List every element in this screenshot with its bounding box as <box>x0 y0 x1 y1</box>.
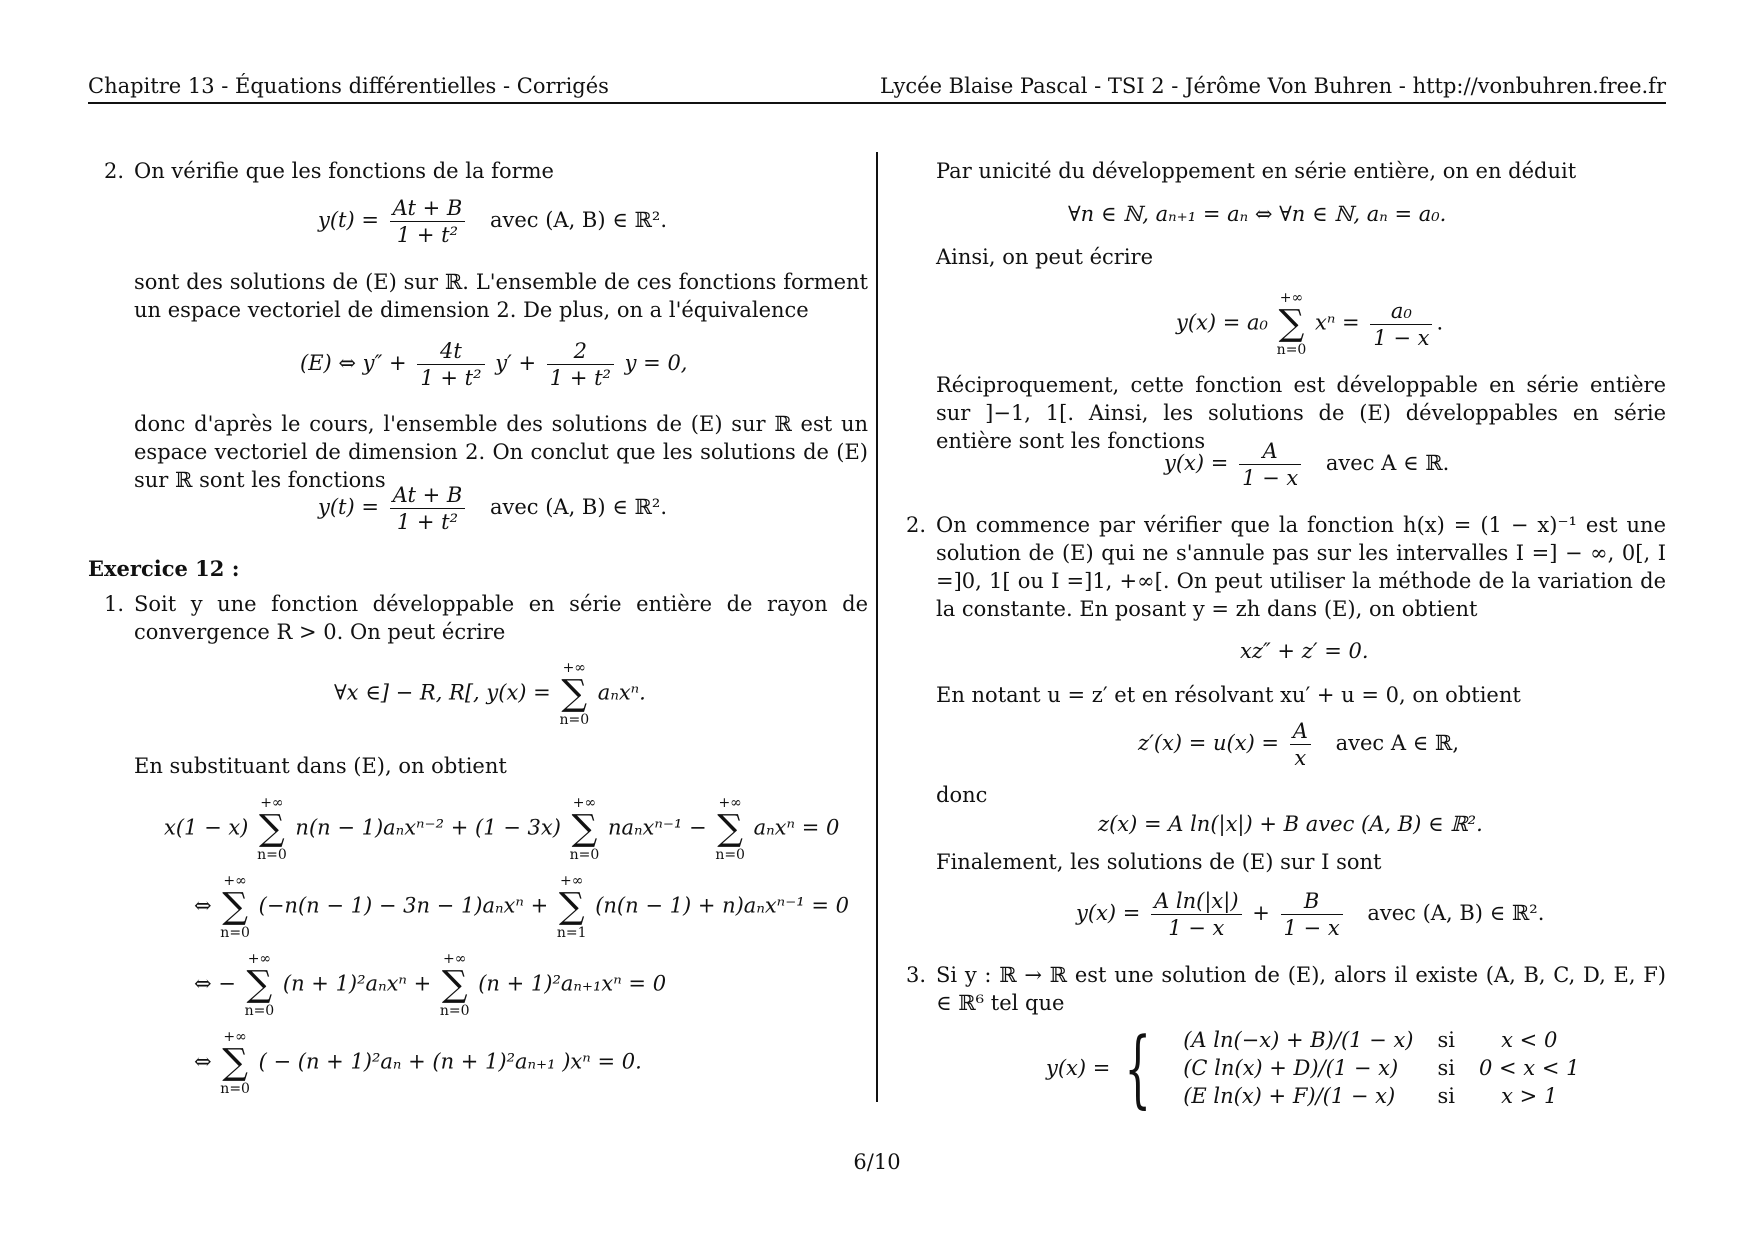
case-expr: (E ln(x) + F)/(1 − x) <box>1183 1084 1396 1108</box>
sum-lower: n=0 <box>220 925 250 941</box>
summation <box>440 951 470 1019</box>
summation <box>245 951 275 1019</box>
denominator: 1 − x <box>1373 325 1430 350</box>
paragraph: Soit y une fonction développable en série entière de rayon de convergence R > 0. On peut écrire <box>134 592 868 644</box>
math-text: x(1 − x) <box>164 815 249 840</box>
sum-upper: +∞ <box>443 951 467 967</box>
equation <box>1138 718 1459 771</box>
numerator: A <box>1239 438 1301 465</box>
sum-upper: +∞ <box>562 660 586 676</box>
denominator: 1 − x <box>1168 916 1225 940</box>
math-text: (−n(n − 1) − 3n − 1)aₙxⁿ + <box>258 893 549 918</box>
fraction <box>1151 888 1241 941</box>
sum-lower: n=0 <box>439 1003 470 1019</box>
math-text: z′(x) = u(x) = <box>1138 731 1280 755</box>
paragraph: En notant u = z′ et en résolvant xu′ + u = 0, on obtient <box>936 683 1521 707</box>
header-rule <box>88 102 1666 104</box>
paragraph: Réciproquement, cette fonction est développable en série entière sur ]−1, 1[. Ainsi, les solutions de (E) développables en série entière sont les fonctions <box>936 373 1666 453</box>
case-si: si <box>1437 1028 1455 1052</box>
math-text: aₙxⁿ. <box>597 680 646 705</box>
math-text: n(n − 1)aₙxⁿ⁻² + (1 − 3x) <box>295 815 561 840</box>
summation <box>220 1029 250 1097</box>
equation: z(x) = A ln(|x|) + B avec (A, B) ∈ ℝ². <box>1098 812 1483 836</box>
equation-line <box>194 873 849 941</box>
case-cond: 0 < x < 1 <box>1479 1056 1580 1080</box>
equation: ∀n ∈ ℕ, aₙ₊₁ = aₙ ⇔ ∀n ∈ ℕ, aₙ = a₀. <box>1068 202 1447 226</box>
numerator: A <box>1290 718 1311 745</box>
summation <box>557 873 587 941</box>
math-text: aₙxⁿ = 0 <box>753 815 840 840</box>
math-text: (n(n − 1) + n)aₙxⁿ⁻¹ = 0 <box>595 893 849 918</box>
sum-upper: +∞ <box>572 795 597 811</box>
sigma-symbol: ∑ <box>1278 303 1305 344</box>
case-expr: (C ln(x) + D)/(1 − x) <box>1183 1056 1399 1080</box>
fraction <box>1239 438 1301 491</box>
math-text: y(x) = a₀ <box>1176 310 1268 335</box>
math-text: avec A ∈ ℝ, <box>1335 731 1460 755</box>
sigma-symbol: ∑ <box>246 964 273 1005</box>
math-text: y(t) = <box>318 495 379 519</box>
sigma-symbol: ∑ <box>558 886 585 927</box>
sigma-symbol: ∑ <box>571 808 598 849</box>
summation <box>220 873 250 941</box>
sum-upper: +∞ <box>559 873 584 889</box>
case-expr: (A ln(−x) + B)/(1 − x) <box>1183 1028 1414 1052</box>
sum-lower: n=0 <box>244 1003 275 1019</box>
case-si: si <box>1437 1084 1455 1108</box>
denominator: 1 − x <box>1242 466 1299 490</box>
math-text: y(x) = <box>1046 1056 1111 1080</box>
fraction <box>1281 888 1343 941</box>
numerator: At + B <box>390 195 466 222</box>
math-text: y(t) = <box>318 208 379 232</box>
equation <box>318 482 667 535</box>
sigma-symbol: ∑ <box>441 964 468 1005</box>
numerator: 2 <box>547 338 614 365</box>
math-text: avec (A, B) ∈ ℝ². <box>489 495 667 519</box>
numerator: At + B <box>390 482 466 509</box>
sigma-symbol: ∑ <box>222 886 248 927</box>
case-cond: x > 1 <box>1501 1084 1558 1108</box>
paragraph: Ainsi, on peut écrire <box>936 245 1154 269</box>
summation <box>570 795 600 863</box>
paragraph: sont des solutions de (E) sur ℝ. L'ensemble de ces fonctions forment un espace vectoriel de dimension 2. De plus, on a l'équivalence <box>134 270 868 322</box>
sum-lower: n=1 <box>556 925 587 941</box>
equation-line <box>194 951 666 1019</box>
fraction <box>1290 718 1311 771</box>
paragraph: On vérifie que les fonctions de la forme <box>134 159 554 183</box>
sigma-symbol: ∑ <box>259 808 285 849</box>
sigma-symbol: ∑ <box>717 808 743 849</box>
item-number: 3. <box>906 963 927 987</box>
paragraph: donc <box>936 783 988 807</box>
sum-upper: +∞ <box>260 795 284 811</box>
sum-upper: +∞ <box>223 873 247 889</box>
math-text: ⇔ <box>194 893 212 918</box>
equation-line <box>194 1029 642 1097</box>
math-text: avec A ∈ ℝ. <box>1325 451 1450 475</box>
denominator: 1 + t² <box>420 366 482 390</box>
sum-lower: n=0 <box>1276 342 1307 358</box>
case-si: si <box>1437 1056 1455 1080</box>
page-number: 6/10 <box>853 1150 901 1174</box>
equation <box>1046 1019 1591 1117</box>
math-text: ( − (n + 1)²aₙ + (n + 1)²aₙ₊₁ )xⁿ = 0. <box>258 1049 642 1074</box>
paragraph: Si y : ℝ → ℝ est une solution de (E), alors il existe (A, B, C, D, E, F) ∈ ℝ⁶ tel que <box>936 963 1666 1015</box>
denominator: x <box>1294 746 1307 770</box>
equation: xz″ + z′ = 0. <box>1240 639 1369 663</box>
math-text: y(x) = <box>1164 451 1229 475</box>
sum-lower: n=0 <box>220 1081 250 1097</box>
numerator: a₀ <box>1370 298 1432 325</box>
summation <box>715 795 745 863</box>
math-text: (n + 1)²aₙ₊₁xⁿ = 0 <box>478 971 667 996</box>
math-text: ⇔ − <box>194 971 236 996</box>
column-divider <box>876 152 878 1102</box>
item-number: 2. <box>104 159 125 183</box>
sum-lower: n=0 <box>559 712 590 728</box>
numerator: B <box>1281 888 1343 915</box>
case-row <box>1171 1082 1591 1110</box>
paragraph: Finalement, les solutions de (E) sur I sont <box>936 850 1382 874</box>
sigma-symbol: ∑ <box>561 673 588 714</box>
fraction <box>390 195 466 248</box>
math-text: y = 0, <box>624 351 688 375</box>
paragraph: Par unicité du développement en série entière, on en déduit <box>936 159 1577 183</box>
sum-upper: +∞ <box>247 951 272 967</box>
math-text: naₙxⁿ⁻¹ − <box>607 815 707 840</box>
math-text: ⇔ <box>194 1049 212 1074</box>
sum-upper: +∞ <box>1279 290 1304 306</box>
equation-line <box>164 795 839 863</box>
denominator: 1 + t² <box>396 223 459 247</box>
summation <box>257 795 287 863</box>
denominator: 1 + t² <box>549 366 611 390</box>
sum-upper: +∞ <box>223 1029 247 1045</box>
paragraph: En substituant dans (E), on obtient <box>134 754 507 778</box>
item-number: 2. <box>906 513 927 537</box>
math-text: xⁿ = <box>1315 310 1360 335</box>
equation <box>1164 438 1449 491</box>
fraction <box>547 338 614 391</box>
sigma-symbol: ∑ <box>222 1042 248 1083</box>
math-text: . <box>1436 310 1444 335</box>
sum-upper: +∞ <box>718 795 742 811</box>
paragraph: On commence par vérifier que la fonction h(x) = (1 − x)⁻¹ est une solution de (E) qui ne s'annule pas sur les intervalles I =] − ∞, 0[, I =]0, 1[ ou I =]1, +∞[. On peut utiliser la méthode de la variation de la constante. En posant y = zh dans (E), on obtient <box>936 513 1666 621</box>
sum-lower: n=0 <box>257 847 287 863</box>
math-text: avec (A, B) ∈ ℝ². <box>1367 901 1545 925</box>
summation <box>559 660 589 728</box>
item-number: 1. <box>104 592 125 616</box>
equation <box>1076 888 1544 941</box>
fraction <box>390 482 466 535</box>
equation <box>1176 290 1443 358</box>
math-text: + <box>1252 901 1270 925</box>
case-cond: x < 0 <box>1501 1028 1558 1052</box>
sum-lower: n=0 <box>715 847 745 863</box>
sum-lower: n=0 <box>569 847 600 863</box>
fraction <box>1370 298 1432 351</box>
header-chapter-title: Chapitre 13 - Équations différentielles - Corrigés <box>88 74 609 98</box>
math-text: y′ + <box>495 351 537 375</box>
header-author-site: Lycée Blaise Pascal - TSI 2 - Jérôme Von Buhren - http://vonbuhren.free.fr <box>879 74 1666 98</box>
math-text: avec (A, B) ∈ ℝ². <box>489 208 667 232</box>
equation <box>318 195 667 248</box>
numerator: A ln(|x|) <box>1151 888 1241 915</box>
denominator: 1 − x <box>1283 916 1340 940</box>
math-text: (n + 1)²aₙxⁿ + <box>282 971 432 996</box>
summation <box>1277 290 1307 358</box>
left-brace: { <box>1124 1019 1152 1117</box>
paragraph: donc d'après le cours, l'ensemble des solutions de (E) sur ℝ est un espace vectoriel de dimension 2. On conclut que les solutions de (E) sur ℝ sont les fonctions <box>134 412 868 492</box>
equation <box>334 660 646 728</box>
math-text: (E) ⇔ y″ + <box>300 351 407 375</box>
denominator: 1 + t² <box>396 510 459 534</box>
numerator: 4t <box>417 338 484 365</box>
exercise-title: Exercice 12 : <box>88 556 240 581</box>
math-text: ∀x ∈] − R, R[, y(x) = <box>334 680 551 705</box>
case-row <box>1171 1054 1591 1082</box>
cases-table <box>1171 1026 1591 1110</box>
case-row <box>1171 1026 1591 1054</box>
math-text: y(x) = <box>1076 901 1141 925</box>
equation <box>300 338 688 391</box>
fraction <box>417 338 484 391</box>
